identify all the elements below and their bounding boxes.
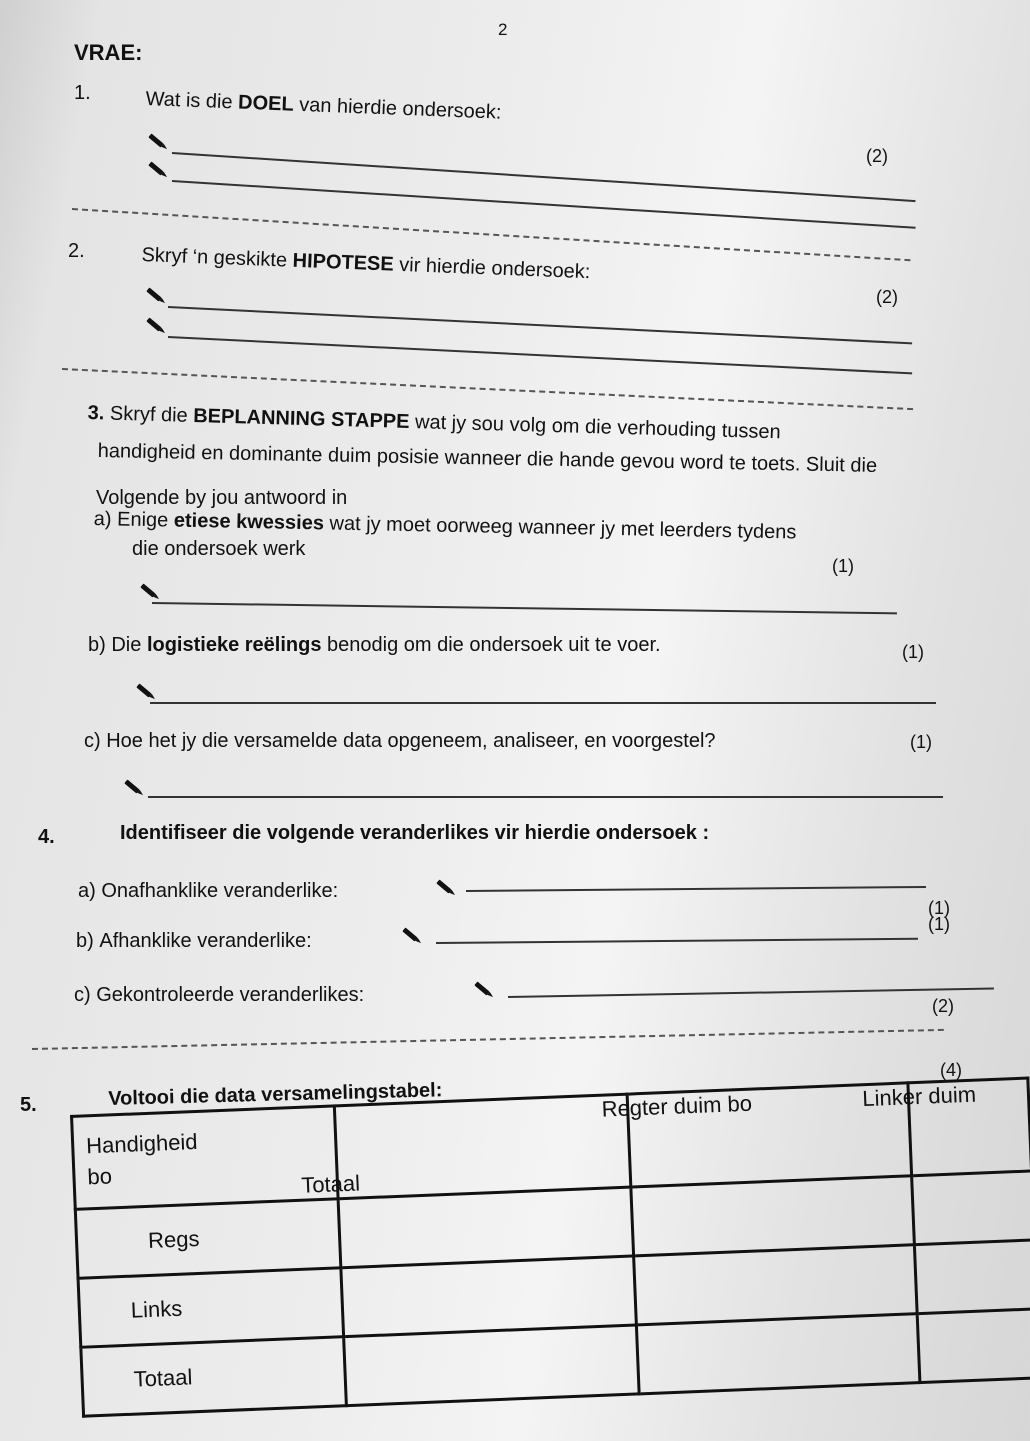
pencil-icon bbox=[436, 879, 451, 893]
q3-text-post: wat jy sou volg om die verhouding tussen bbox=[409, 410, 781, 444]
q3a-marks: (1) bbox=[832, 556, 854, 576]
q4a-text bbox=[78, 880, 338, 903]
q3c-marks: (1) bbox=[910, 732, 932, 752]
q4c-text bbox=[74, 984, 364, 1007]
q1-answer-line-1[interactable] bbox=[172, 152, 916, 202]
table-cell[interactable] bbox=[634, 1245, 917, 1325]
header-handigheid-line2: bo bbox=[86, 1163, 113, 1190]
pencil-icon bbox=[146, 317, 161, 331]
header-totaal-label: Totaal bbox=[300, 1170, 361, 1198]
q3c-answer-line[interactable] bbox=[148, 796, 943, 798]
q3b-pre: Die bbox=[111, 634, 147, 656]
table-cell[interactable] bbox=[338, 1187, 634, 1268]
q2-text-post: vir hierdie ondersoek: bbox=[393, 253, 591, 284]
q4b-body: Afhanklike veranderlike: bbox=[99, 930, 312, 952]
q3-line3: Volgende by jou antwoord in bbox=[96, 487, 348, 509]
q3-line2: handigheid en dominante duim posisie wanneer die hande gevou word te toets. Sluit die bbox=[97, 440, 878, 477]
q2-answer-line-3[interactable] bbox=[62, 368, 913, 410]
q4b-label: b) bbox=[76, 930, 94, 952]
header-handigheid-line1: Handigheid bbox=[85, 1129, 198, 1159]
table-cell[interactable] bbox=[341, 1256, 637, 1337]
q4a-marks: (1) bbox=[928, 898, 950, 918]
q1-text-bold: DOEL bbox=[237, 91, 295, 116]
q3-number: 3. bbox=[87, 402, 105, 425]
q5-marks: (4) bbox=[940, 1060, 962, 1080]
table-cell[interactable] bbox=[915, 1240, 1030, 1314]
pencil-icon bbox=[474, 981, 489, 995]
header-regter-duim-label: Regter duim bo bbox=[601, 1090, 753, 1122]
q4a-answer-line[interactable] bbox=[466, 886, 926, 892]
q3-text-bold: BEPLANNING STAPPE bbox=[192, 404, 410, 433]
header-linker-duim-label: Linker duim bbox=[861, 1081, 977, 1112]
header-totaal bbox=[300, 1094, 632, 1199]
q1-text bbox=[145, 88, 502, 125]
pencil-icon bbox=[402, 927, 417, 941]
header-handigheid bbox=[72, 1106, 339, 1209]
pencil-icon bbox=[140, 583, 155, 597]
q2-text-pre: Skryf ‘n geskikte bbox=[141, 244, 294, 272]
q1-number: 1. bbox=[74, 82, 91, 104]
header-linker-duim bbox=[861, 1078, 1030, 1176]
q3c-label: c) bbox=[84, 730, 101, 752]
q2-answer-line-1[interactable] bbox=[168, 306, 912, 344]
q2-text bbox=[141, 244, 591, 284]
pencil-icon bbox=[124, 779, 139, 793]
q2-answer-line-2[interactable] bbox=[168, 336, 912, 374]
q1-text-post: van hierdie ondersoek: bbox=[293, 93, 502, 124]
row-label: Regs bbox=[75, 1199, 341, 1279]
table-cell[interactable] bbox=[912, 1171, 1030, 1245]
q4c-label: c) bbox=[74, 984, 91, 1006]
q4b-marks: (1) bbox=[928, 914, 950, 934]
table-cell[interactable] bbox=[344, 1325, 640, 1406]
q4-text: Identifiseer die volgende veranderlikes vir hierdie ondersoek : bbox=[120, 822, 710, 844]
q3-line1 bbox=[87, 402, 781, 444]
pencil-icon bbox=[146, 287, 161, 301]
q4b-text bbox=[76, 930, 312, 953]
q2-number: 2. bbox=[68, 240, 85, 262]
q4-number: 4. bbox=[38, 826, 55, 848]
table-cell[interactable] bbox=[637, 1314, 920, 1394]
table-cell[interactable] bbox=[918, 1309, 1030, 1383]
data-collection-table bbox=[70, 1076, 1030, 1417]
q4c-answer-line-2[interactable] bbox=[32, 1029, 944, 1050]
q4c-answer-line-1[interactable] bbox=[508, 988, 994, 998]
q3b-post: benodig om die ondersoek uit te voer. bbox=[321, 634, 661, 656]
q4c-body: Gekontroleerde veranderlikes: bbox=[96, 984, 365, 1006]
q3a-bold: etiese kwessies bbox=[173, 509, 325, 535]
q3a-line2: die ondersoek werk bbox=[132, 538, 306, 560]
pencil-icon bbox=[148, 161, 163, 175]
pencil-icon bbox=[136, 683, 151, 697]
pencil-icon bbox=[148, 133, 163, 147]
row-label: Links bbox=[78, 1268, 344, 1348]
q3c-text bbox=[84, 730, 716, 753]
q5-number: 5. bbox=[20, 1094, 37, 1116]
page-number: 2 bbox=[498, 20, 508, 39]
q3-text-pre: Skryf die bbox=[109, 402, 194, 427]
q3b-label: b) bbox=[88, 634, 106, 656]
q1-marks: (2) bbox=[866, 146, 888, 166]
q3b-answer-line[interactable] bbox=[150, 702, 936, 704]
section-heading: VRAE: bbox=[74, 40, 143, 65]
q2-marks: (2) bbox=[876, 287, 898, 307]
q3a-pre: Enige bbox=[116, 508, 175, 532]
q4c-marks: (2) bbox=[932, 996, 954, 1016]
q3b-bold: logistieke reëlings bbox=[146, 634, 322, 656]
q3a-label: a) bbox=[93, 508, 112, 531]
q3a-post: wat jy moet oorweeg wanneer jy met leerders tydens bbox=[323, 512, 797, 544]
q3b-marks: (1) bbox=[902, 642, 924, 662]
q4a-body: Onafhanklike veranderlike: bbox=[101, 880, 339, 902]
q5-text: Voltooi die data versamelingstabel: bbox=[108, 1079, 443, 1110]
q1-text-pre: Wat is die bbox=[145, 88, 239, 114]
q3c-body: Hoe het jy die versamelde data opgeneem, analiseer, en voorgestel? bbox=[106, 730, 716, 752]
q4b-answer-line[interactable] bbox=[436, 938, 918, 944]
table-cell[interactable] bbox=[631, 1176, 914, 1256]
row-label: Totaal bbox=[81, 1337, 347, 1417]
q4a-label: a) bbox=[78, 880, 96, 902]
q2-text-bold: HIPOTESE bbox=[292, 249, 395, 276]
q3a-answer-line[interactable] bbox=[152, 602, 897, 614]
q3b-text bbox=[88, 634, 661, 657]
